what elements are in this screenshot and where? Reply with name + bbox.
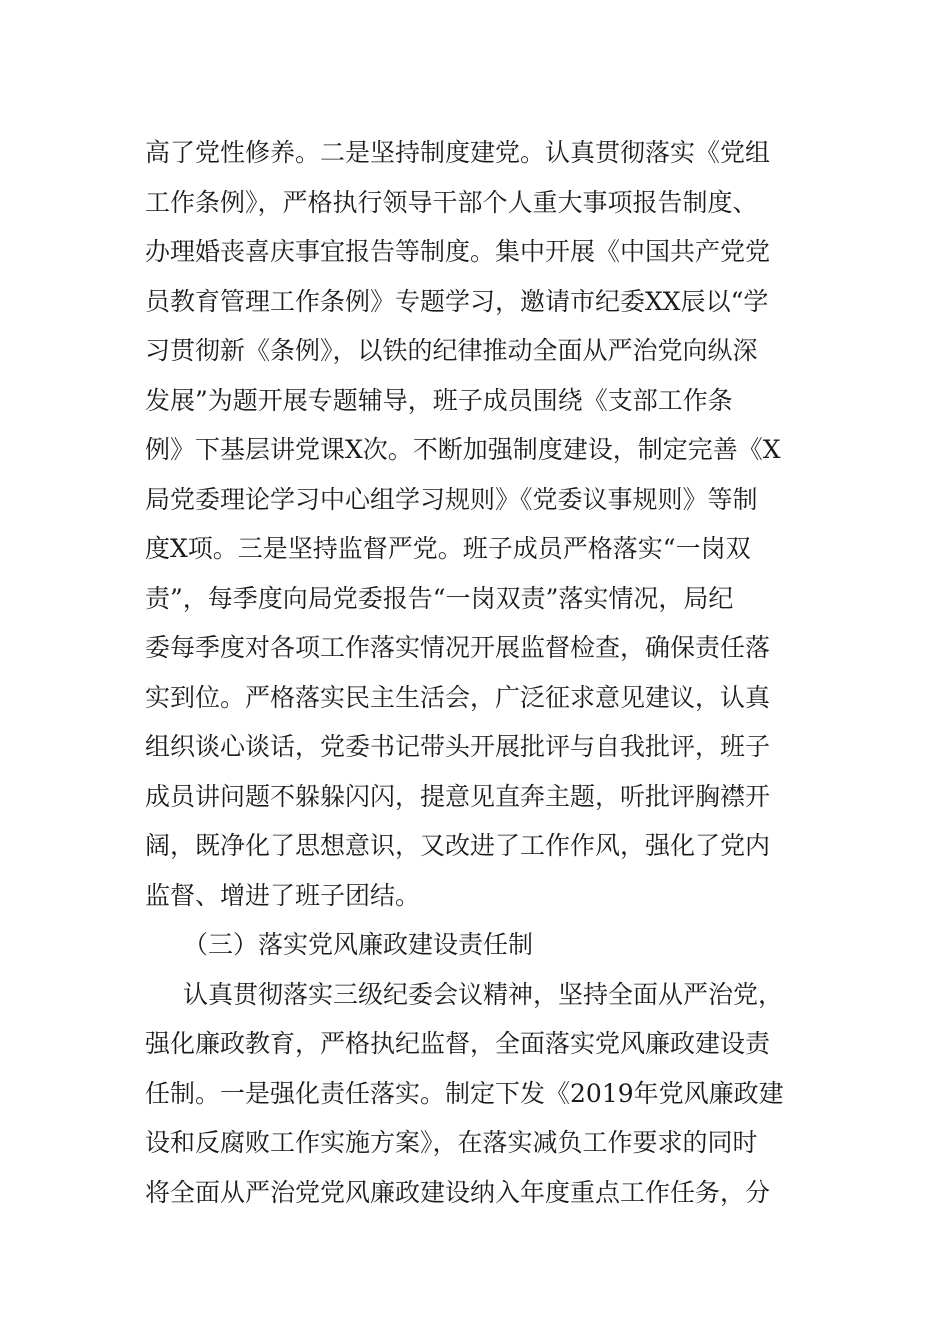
text-line: 成员讲问题不躲躲闪闪，提意见直奔主题，听批评胸襟开 [145, 781, 771, 811]
text-line: 局党委理论学习中心组学习规则》《党委议事规则》等制 [145, 484, 758, 514]
text-line: 设和反腐败工作实施方案》，在落实减负工作要求的同时 [145, 1128, 758, 1157]
text-line: （三）落实党风廉政建设责任制 [183, 930, 534, 959]
text-line: 将全面从严治党党风廉政建设纳入年度重点工作任务，分 [145, 1177, 771, 1207]
text-line: 任制。一是强化责任落实。制定下发《2019年党风廉政建 [145, 1078, 784, 1108]
document-body [145, 128, 825, 1217]
text-line: 工作条例》，严格执行领导干部个人重大事项报告制度、 [145, 187, 758, 217]
text-line: 阔，既净化了思想意识，又改进了工作作风，强化了党内 [145, 831, 771, 860]
text-line: 认真贯彻落实三级纪委会议精神，坚持全面从严治党， [183, 979, 784, 1009]
text-line: 员教育管理工作条例》专题学习，邀请市纪委XX辰以“学 [145, 286, 769, 316]
text-line: 度X项。三是坚持监督严党。班子成员严格落实“一岗双 [145, 534, 751, 563]
text-line: 委每季度对各项工作落实情况开展监督检查，确保责任落 [145, 633, 771, 662]
text-line: 办理婚丧喜庆事宜报告等制度。集中开展《中国共产党党 [145, 237, 771, 266]
text-line: 实到位。严格落实民主生活会，广泛征求意见建议，认真 [145, 682, 771, 712]
text-line: 例》下基层讲党课X次。不断加强制度建设，制定完善《X [145, 435, 781, 464]
text-line: 组织谈心谈话，党委书记带头开展批评与自我批评，班子 [145, 732, 771, 761]
text-line: 发展”为题开展专题辅导，班子成员围绕《支部工作条 [145, 385, 733, 415]
text-line: 高了党性修养。二是坚持制度建党。认真贯彻落实《党组 [145, 138, 771, 167]
text-line: 责”，每季度向局党委报告“一岗双责”落实情况，局纪 [145, 583, 734, 613]
text-line: 强化廉政教育，严格执纪监督，全面落实党风廉政建设责 [145, 1029, 771, 1058]
text-line: 习贯彻新《条例》，以铁的纪律推动全面从严治党向纵深 [145, 336, 758, 365]
text-line: 监督、增进了班子团结。 [145, 880, 421, 910]
